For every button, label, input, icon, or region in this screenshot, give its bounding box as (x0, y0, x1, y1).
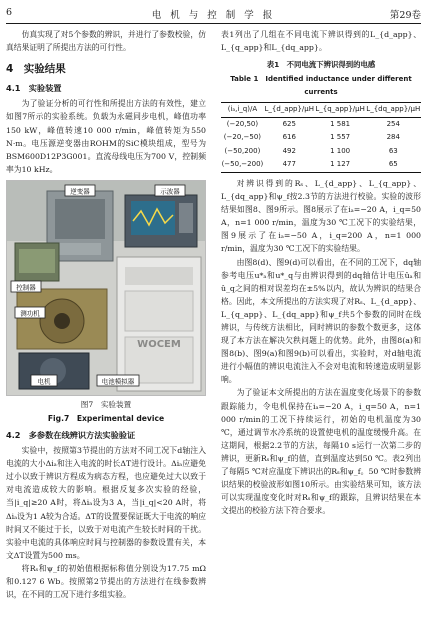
table-header-row (221, 103, 421, 118)
table-cell: (−50,−200) (221, 160, 264, 169)
table-header-cell: L_{d_app}/μH (264, 105, 315, 114)
table-row (221, 158, 421, 172)
table-cell: (−20,−50) (223, 133, 262, 142)
table-cell: 63 (388, 146, 398, 155)
label-motor: 电机 (37, 377, 51, 386)
label-inverter: 逆变器 (70, 187, 90, 196)
table-row (221, 145, 421, 159)
table-row (221, 117, 421, 131)
table-header-cell: (iₐ,i_q)/A (227, 105, 258, 114)
section-title: 4 实验结果 (6, 63, 66, 76)
left-column (6, 28, 206, 601)
table-cell: (−20,50) (226, 119, 259, 128)
table-cell: 284 (386, 133, 400, 142)
figure-caption-en: Fig.7 Experimental device (47, 413, 165, 423)
table-intro: 表1列出了几组在不同电流下辨识得到的L_{d_app}、L_{q_app}和L_{dq_app}。 (221, 30, 421, 53)
validation-paragraph-1: 实验中，按照第3节提出的方法对不同工况下d轴注入电流的大小Δiₐ和注入电流的时长ΔT进行设计。Δiₐ应避免过小以致于辨识方程成为病态方程，也应避免过大以致于对电流造成较大的影响。根据反复多次实验的经验，当|i_q|≥20 A时，将Δiₐ设为3 A，当|i_q|<20 A时，将Δiₐ设为1 A较为合适。ΔT的设置要保证既大于电流的响应时间又不能过于长，以致于对电流产生较长时间的干扰。实验中电流的具体响应时间与控制器的参数设置有关，本文ΔT设置为500 ms。 (6, 446, 206, 560)
experimental-device-photo (6, 180, 206, 396)
subsection-title-validation: 4.2 多参数在线辨识方法实验验证 (6, 429, 136, 440)
page-number: 6 (6, 7, 13, 18)
brand-watermark: WOCEM (137, 338, 181, 350)
volume-label: 第29卷 (389, 10, 421, 21)
label-oscilloscope: 示波器 (160, 187, 180, 196)
table-cell: 1 557 (330, 133, 351, 142)
validation-paragraph-2: 将Rₛ和ψ_f的初始值根据标称值分别设为17.75 mΩ和0.127 6 Wb。按照第2节提出的方法进行在线参数辨识，在不同的工况下进行多组实验。 (6, 563, 206, 600)
table-cell: 616 (282, 133, 296, 142)
label-dynamometer: 测功机 (20, 309, 40, 318)
label-battery-simulator: 电池模拟器 (101, 377, 135, 386)
temperature-paragraph: 为了验证本文所提出的方法在温度变化场景下的参数跟踪能力，令电机保持在iₐ=−20 A，i_q=50 A，n=1 000 r/min的工况下持续运行，初始的电机温度为30 ℃，通过调节水冷系统的设置使电机的温度缓慢升高。在这期间，根据2.2节的方法，每隔10 s运行一次第二步的辨识，更新Rₛ和ψ_f的值，直到温度达到50 ℃。表2列出了每隔5 ℃对应温度下辨识出的Rₛ和ψ_f。50 ℃时参数辨识结果的校验波形如图10所示。由实验结果可知，该方法可以实现温度变化时对Rₛ和ψ_f的跟踪，且辨识结果在本文提出的校验方法下符合要求。 (221, 388, 421, 516)
table-cell: 1 581 (330, 119, 351, 128)
validation-method-paragraph: 对辨识得到的Rₛ、L_{d_app}、L_{q_app}、L_{dq_app}和ψ_f按2.3节的方法进行校验。实验的波形结果如图8、图9所示。图8展示了在iₐ=−20 A，i_q=50 A，n=1 000 r/min，温度为30 ℃工况下的实验结果，图9展示了在iₐ=−50 A，i_q=200 A，n=1 000 r/min，温度为30 ℃工况下的实验结果。 (221, 178, 421, 254)
results-paragraph: 由图8(d)、图9(d)可以看出，在不同的工况下，dq轴参考电压u*ₐ和u*_q与由辨识得到的dq轴估计电压ûₐ和û_q之间的相对误差均在±5%以内，故认为辨识的结果合格。因此，本文所提出的方法实现了对Rₛ、L_{d_app}、L_{q_app}、L_{dq_app}和ψ_f共5个参数的同时在线辨识，与传统方法相比，同时辨识的参数个数更多，这体现了本方法在解决欠秩问题上的优势。此外，由图8(a)和图8(b)、图9(a)和图9(b)可以看出，实验时，对d轴电流进行小幅值的辨识电流注入不会对电流和转速造成明显影响。 (221, 257, 421, 385)
inductance-table (221, 102, 421, 173)
setup-paragraph: 为了验证分析的可行性和所提出方法的有效性，建立如图7所示的实验系统。负载为永磁同步电机，峰值功率150 kW，峰值转速10 000 r/min，峰值转矩为550 N·m。电压源逆变器由ROHM的SiC模块组成，型号为BSM600D12P3G001。直流母线电压为700 V，控制频率为10 kHz。 (6, 99, 206, 174)
table-cell: (−50,200) (224, 146, 261, 155)
table-cell: 492 (282, 146, 296, 155)
experimental-device-illustration (7, 181, 206, 396)
table-cell: 625 (282, 119, 296, 128)
table-header-cell: L_{q_app}/μH (315, 105, 365, 114)
table-title-en: Table 1 Identified inductance under different currents (230, 75, 412, 97)
table-cell: 254 (386, 119, 400, 128)
table-header-cell: L_{dq_app}/μH (366, 105, 421, 114)
running-header (6, 7, 421, 21)
journal-title: 电 机 与 控 制 学 报 (151, 10, 276, 21)
table-cell: 65 (388, 160, 398, 169)
table-row (221, 131, 421, 145)
header-rule (6, 23, 421, 24)
intro-paragraph: 仿真实现了对5个参数的辨识，并进行了参数校验，仿真结果证明了所提出方法的可行性。 (6, 30, 206, 53)
figure-caption-cn: 图7 实验装置 (80, 399, 132, 409)
table-cell: 1 127 (330, 160, 351, 169)
right-column (221, 28, 421, 517)
table-cell: 477 (282, 160, 296, 169)
label-controller: 控制器 (16, 283, 36, 292)
table-cell: 1 100 (330, 146, 351, 155)
subsection-title-setup: 4.1 实验装置 (6, 83, 62, 94)
table-title-cn: 表1 不同电流下辨识得到的电感 (266, 60, 376, 70)
